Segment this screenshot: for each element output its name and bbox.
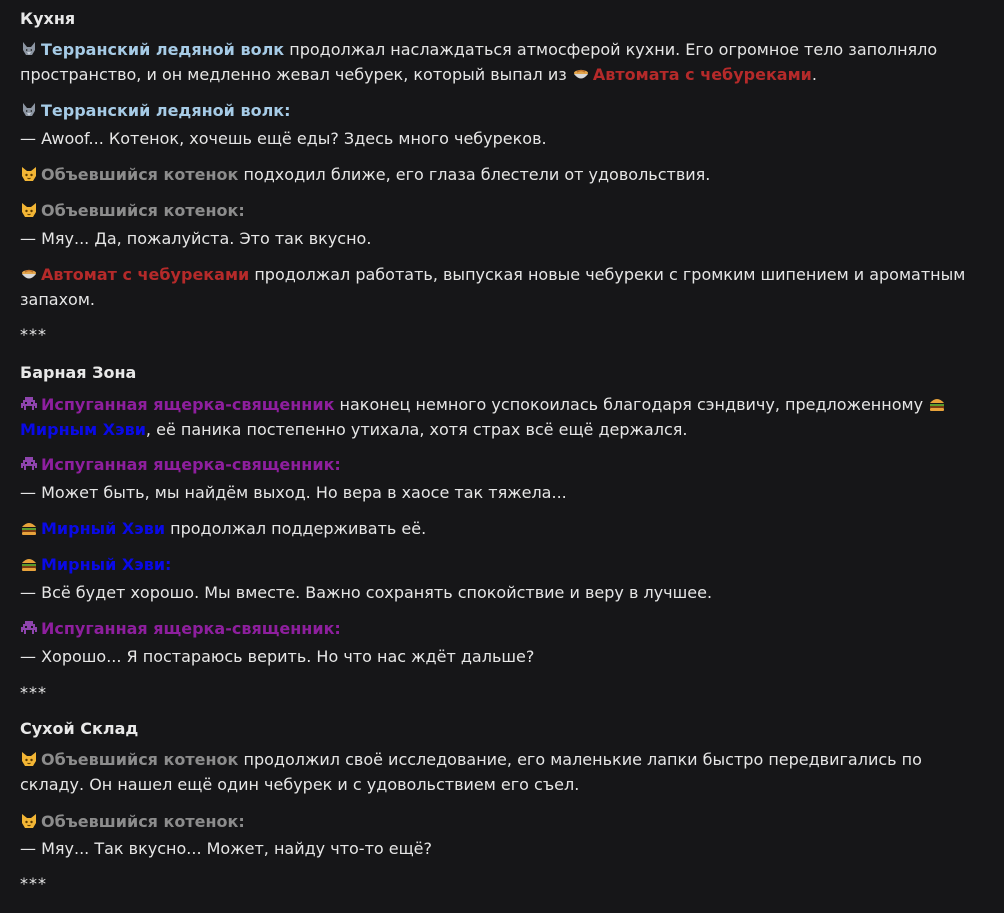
dialogue-line-lizard-2: — Хорошо... Я постараюсь верить. Но что нас ждёт дальше? (20, 647, 535, 666)
speaker-name-lizard: Испуганная ящерка-священник: (41, 455, 341, 474)
narration-text: продолжал наслаждаться атмосферой кухни. Его огромное тело заполняло пространство, и он медленно жевал чебурек, который выпал из (20, 40, 938, 84)
cat-face-icon (20, 166, 38, 182)
wolf-icon (20, 41, 38, 57)
narration-text: продолжал работать, выпуская новые чебуреки с громким шипением и ароматным запахом. (20, 265, 966, 309)
character-name-wolf: Терранский ледяной волк (41, 40, 285, 59)
burger-icon (20, 520, 38, 536)
bar-narration-lizard (20, 392, 985, 442)
character-name-automat: Автомата с чебуреками (592, 65, 812, 84)
character-name-hevi: Мирный Хэви (41, 519, 166, 538)
narration-text: подходил ближе, его глаза блестели от удовольствия. (238, 165, 711, 184)
narration-text-end: . (811, 65, 817, 84)
cat-face-icon (20, 813, 38, 829)
space-invader-icon (20, 396, 38, 412)
section-title-bar: Барная Зона (20, 363, 137, 382)
speaker-name-hevi: Мирный Хэви: (41, 555, 172, 574)
dialogue-line-hevi: — Всё будет хорошо. Мы вместе. Важно сохранять спокойствие и веру в лучшее. (20, 583, 713, 602)
dialogue-line-kitten: — Мяу... Да, пожалуйста. Это так вкусно. (20, 229, 372, 248)
character-name-kitten: Объевшийся котенок (41, 750, 239, 769)
speaker-lizard-2 (20, 616, 985, 641)
narration-text: продолжал поддерживать её. (165, 519, 427, 538)
section-separator: *** (20, 683, 47, 702)
kitchen-narration-automat (20, 262, 985, 312)
speaker-kitten-2 (20, 809, 985, 834)
dialogue-line-kitten-2: — Мяу... Так вкусно... Может, найду что-то ещё? (20, 839, 433, 858)
speaker-hevi (20, 552, 985, 577)
speaker-name-lizard: Испуганная ящерка-священник: (41, 619, 341, 638)
chebureki-bowl-icon (20, 266, 38, 282)
burger-icon (20, 556, 38, 572)
section-title-storage: Сухой Склад (20, 719, 139, 738)
speaker-wolf (20, 98, 985, 123)
character-name-lizard: Испуганная ящерка-священник (41, 395, 335, 414)
speaker-name-kitten: Объевшийся котенок: (41, 201, 245, 220)
speaker-kitten (20, 198, 985, 223)
narration-text-cont: , её паника постепенно утихала, хотя страх всё ещё держался. (145, 420, 688, 439)
chebureki-bowl-icon (572, 66, 590, 82)
speaker-name-wolf: Терранский ледяной волк: (41, 101, 291, 120)
narration-text: наконец немного успокоилась благодаря сэндвичу, предложенному (334, 395, 929, 414)
cat-face-icon (20, 751, 38, 767)
section-separator: *** (20, 325, 47, 344)
space-invader-icon (20, 456, 38, 472)
kitchen-narration-wolf (20, 37, 985, 87)
character-name-automat: Автомат с чебуреками (41, 265, 250, 284)
kitchen-narration-kitten (20, 162, 985, 187)
section-separator: *** (20, 874, 47, 893)
bar-narration-hevi (20, 516, 985, 541)
space-invader-icon (20, 620, 38, 636)
section-title-kitchen: Кухня (20, 9, 76, 28)
character-name-hevi: Мирным Хэви (20, 420, 146, 439)
burger-icon (928, 396, 946, 412)
storage-narration-kitten (20, 747, 985, 797)
character-name-kitten: Объевшийся котенок (41, 165, 239, 184)
dialogue-line-wolf: — Awoof... Котенок, хочешь ещё еды? Здесь много чебуреков. (20, 129, 547, 148)
cat-face-icon (20, 202, 38, 218)
speaker-lizard (20, 452, 985, 477)
narration-text: продолжил своё исследование, его маленькие лапки быстро передвигались по складу. Он нашел ещё один чебурек и с удовольствием его съел. (20, 750, 922, 794)
wolf-icon (20, 102, 38, 118)
dialogue-line-lizard: — Может быть, мы найдём выход. Но вера в хаосе так тяжела... (20, 483, 567, 502)
speaker-name-kitten: Объевшийся котенок: (41, 812, 245, 831)
